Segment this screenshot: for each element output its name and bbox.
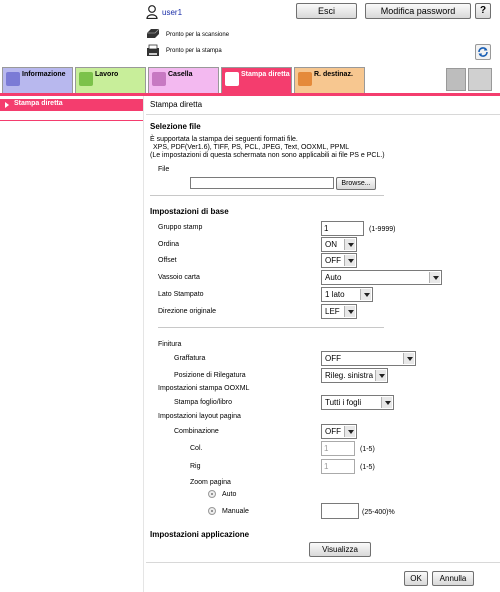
job-icon	[79, 72, 93, 86]
page-title: Stampa diretta	[150, 100, 203, 109]
row-label: Rig	[190, 463, 201, 470]
select-value: OFF	[325, 256, 341, 265]
orientation-select[interactable]	[321, 304, 357, 319]
col-label: Col.	[190, 445, 203, 452]
file-section-title: Selezione file	[150, 122, 201, 131]
settings-icon[interactable]	[446, 68, 466, 91]
staple-label: Graffatura	[174, 355, 206, 362]
orientation-label: Direzione originale	[158, 308, 216, 315]
zoom-range: (25-400)%	[362, 509, 395, 516]
ok-button[interactable]: OK	[404, 571, 428, 586]
copies-label: Gruppo stamp	[158, 224, 203, 231]
tab-casella[interactable]	[148, 67, 219, 93]
user-name: user1	[162, 8, 183, 17]
zoom-auto-radio[interactable]	[208, 490, 216, 498]
select-value: Rileg. sinistra	[325, 371, 374, 380]
select-value: 1 lato	[325, 290, 345, 299]
binding-label: Posizione di Rilegatura	[174, 372, 246, 379]
printer-icon	[146, 44, 160, 57]
print-status: Pronto per la stampa	[166, 48, 222, 54]
select-value: Auto	[325, 273, 342, 282]
tab-label: R. destinaz.	[314, 71, 353, 78]
chevron-down-icon	[429, 272, 440, 283]
help-button[interactable]: ?	[475, 3, 491, 19]
combination-label: Combinazione	[174, 428, 219, 435]
zoom-input[interactable]	[321, 503, 359, 519]
col-range: (1-5)	[360, 446, 375, 453]
sheet-print-label: Stampa foglio/libro	[174, 399, 232, 406]
basic-settings-title: Impostazioni di base	[150, 207, 229, 216]
combination-select[interactable]	[321, 424, 357, 439]
app-settings-title: Impostazioni applicazione	[150, 530, 250, 539]
zoom-manual-radio[interactable]	[208, 507, 216, 515]
sides-select[interactable]	[321, 287, 373, 302]
file-label: File	[158, 166, 170, 173]
zoom-manual-label: Manuale	[222, 508, 249, 515]
file-input[interactable]	[190, 177, 334, 189]
browse-button[interactable]: Browse...	[336, 177, 376, 190]
file-desc-line2: XPS, PDF(Ver1.6), TIFF, PS, PCL, JPEG, Text, OOXML, PPML	[153, 144, 350, 151]
chevron-down-icon	[344, 239, 355, 250]
row-input[interactable]: 1	[321, 459, 355, 474]
chevron-down-icon	[375, 370, 386, 381]
tab-r-destinaz[interactable]	[294, 67, 365, 93]
tab-label: Casella	[168, 71, 193, 78]
chevron-down-icon	[381, 397, 392, 408]
file-desc-line3: (Le impostazioni di questa schermata non sono applicabili ai file PS e PCL.)	[150, 152, 385, 159]
chevron-down-icon	[344, 306, 355, 317]
layout-icon[interactable]	[468, 68, 492, 91]
show-button[interactable]: Visualizza	[309, 542, 371, 557]
sidebar-item-label: Stampa diretta	[14, 100, 63, 107]
chevron-down-icon	[344, 255, 355, 266]
select-value: OFF	[325, 427, 341, 436]
tab-bar-underline	[0, 93, 500, 96]
sidebar-right-border	[143, 96, 144, 592]
sheet-print-select[interactable]	[321, 395, 394, 410]
col-input[interactable]: 1	[321, 441, 355, 456]
select-value: OFF	[325, 354, 341, 363]
address-book-icon	[298, 72, 312, 86]
box-icon	[152, 72, 166, 86]
select-value: Tutti i fogli	[325, 398, 362, 407]
layout-settings-label: Impostazioni layout pagina	[158, 413, 241, 420]
chevron-down-icon	[344, 426, 355, 437]
zoom-label: Zoom pagina	[190, 479, 231, 486]
tab-label: Lavoro	[95, 71, 119, 78]
copies-input[interactable]: 1	[321, 221, 364, 236]
scan-status: Pronto per la scansione	[166, 32, 230, 38]
tray-select[interactable]	[321, 270, 442, 285]
staple-select[interactable]	[321, 351, 416, 366]
select-value: ON	[325, 240, 337, 249]
sides-label: Lato Stampato	[158, 291, 204, 298]
sidebar-divider	[0, 120, 143, 121]
tab-label: Stampa diretta	[241, 71, 290, 78]
section-divider	[150, 195, 384, 196]
binding-select[interactable]	[321, 368, 388, 383]
information-icon	[6, 72, 20, 86]
copies-range: (1-9999)	[369, 226, 396, 233]
footer-divider	[146, 562, 500, 563]
tab-lavoro[interactable]	[75, 67, 146, 93]
collate-label: Ordina	[158, 241, 180, 248]
refresh-icon[interactable]	[475, 44, 491, 60]
scanner-icon	[146, 28, 160, 40]
zoom-auto-label: Auto	[222, 491, 237, 498]
offset-label: Offset	[158, 257, 177, 264]
collate-select[interactable]	[321, 237, 357, 252]
tab-informazione[interactable]	[2, 67, 73, 93]
cancel-button[interactable]: Annulla	[432, 571, 474, 586]
sidebar-item-stampa-diretta[interactable]	[0, 99, 143, 111]
tray-label: Vassoio carta	[158, 274, 200, 281]
offset-select[interactable]	[321, 253, 357, 268]
file-desc-line1: È supportata la stampa dei seguenti formati file.	[150, 136, 298, 143]
triangle-right-icon	[5, 102, 9, 108]
logout-button[interactable]: Esci	[296, 3, 357, 19]
direct-print-icon	[225, 72, 239, 86]
user-icon	[146, 5, 158, 19]
chevron-down-icon	[403, 353, 414, 364]
title-divider	[146, 114, 500, 115]
select-value: LEF	[325, 307, 340, 316]
ooxml-settings-label: Impostazioni stampa OOXML	[158, 385, 250, 392]
change-password-button[interactable]: Modifica password	[365, 3, 471, 19]
finishing-label: Finitura	[158, 341, 182, 348]
section-divider	[158, 327, 384, 328]
tab-label: Informazione	[22, 71, 66, 78]
tab-stampa-diretta[interactable]	[221, 67, 292, 93]
row-range: (1-5)	[360, 464, 375, 471]
chevron-down-icon	[360, 289, 371, 300]
